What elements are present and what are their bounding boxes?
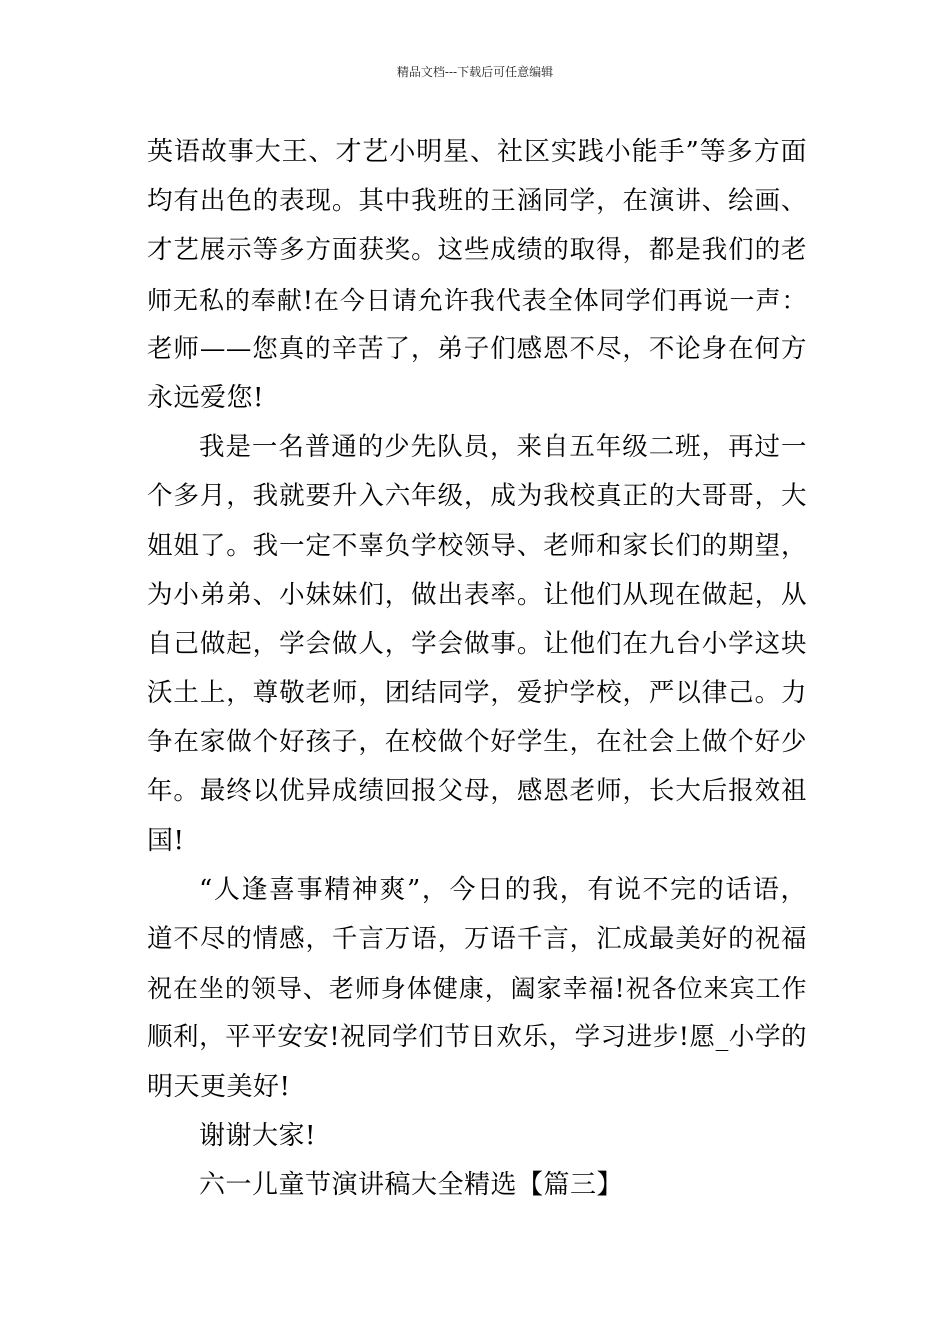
text-line: 才艺展示等多方面获奖。这些成绩的取得，都是我们的老 (147, 235, 807, 266)
text-line: 年。最终以优异成绩回报父母，感恩老师，长大后报效祖 (147, 776, 807, 807)
text-line: 均有出色的表现。其中我班的王涵同学，在演讲、绘画、 (147, 186, 807, 217)
text-line: 六一儿童节演讲稿大全精选【篇三】 (199, 1169, 624, 1200)
text-line: 祝在坐的领导、老师身体健康，阖家幸福!祝各位来宾工作 (147, 974, 807, 1004)
text-line: 自己做起，学会做人，学会做事。让他们在九台小学这块 (147, 628, 807, 659)
text-line: 师无私的奉献!在今日请允许我代表全体同学们再说一声： (147, 285, 807, 315)
text-line: 顺利，平平安安!祝同学们节日欢乐，学习进步!愿_小学的 (147, 1022, 807, 1053)
text-line: 道不尽的情感，千言万语，万语千言，汇成最美好的祝福 (147, 924, 807, 954)
text-line: 谢谢大家! (199, 1120, 316, 1151)
page-header: 精品文档---下载后可任意编辑 (396, 65, 554, 79)
text-line: 老师——您真的辛苦了，弟子们感恩不尽，不论身在何方 (147, 333, 807, 364)
text-line: 姐姐了。我一定不辜负学校领导、老师和家长们的期望， (147, 530, 807, 561)
document-body (147, 128, 807, 1210)
text-line: “人逢喜事精神爽”，今日的我，有说不完的话语， (199, 874, 807, 905)
text-line: 明天更美好! (147, 1071, 291, 1102)
text-line: 个多月，我就要升入六年级，成为我校真正的大哥哥，大 (147, 481, 807, 512)
text-line: 我是一名普通的少先队员，来自五年级二班，再过一 (199, 432, 807, 463)
text-line: 英语故事大王、才艺小明星、社区实践小能手”等多方面 (147, 137, 807, 167)
text-line: 国! (147, 825, 185, 856)
text-line: 永远爱您! (147, 382, 264, 413)
text-line: 为小弟弟、小妹妹们，做出表率。让他们从现在做起，从 (147, 579, 807, 610)
text-line: 沃土上，尊敬老师，团结同学，爱护学校，严以律己。力 (147, 678, 807, 709)
text-line: 争在家做个好孩子，在校做个好学生，在社会上做个好少 (147, 727, 807, 758)
